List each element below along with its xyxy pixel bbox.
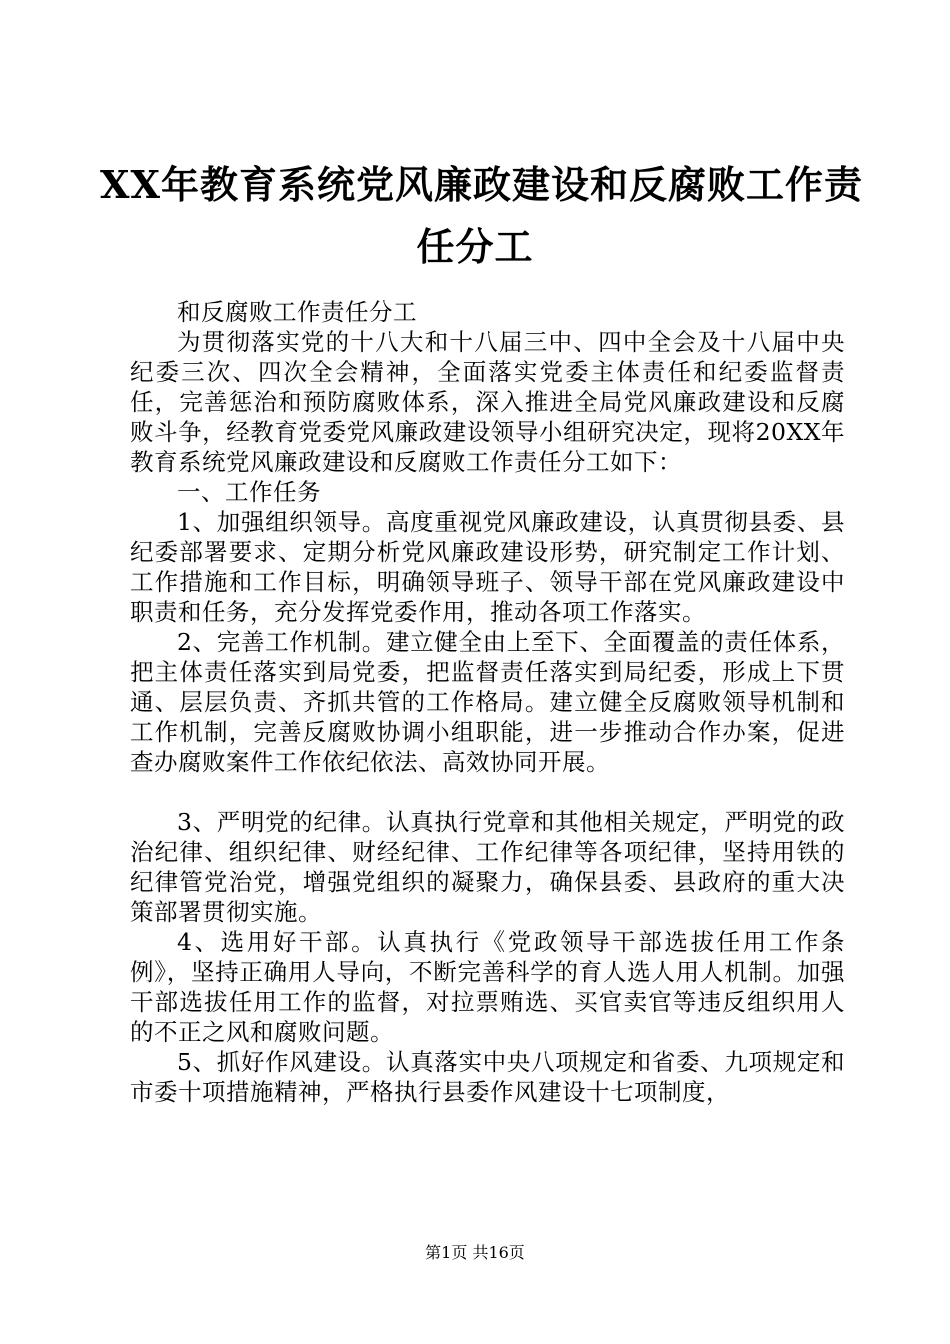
paragraph-task-2: 2、完善工作机制。建立健全由上至下、全面覆盖的责任体系，把主体责任落实到局党委，把监督责任落实到局纪委，形成上下贯通、层层负责、齐抓共管的工作格局。建立健全反腐败领导机制和工作机制，完善反腐败协调小组职能，进一步推动合作办案，促进查办腐败案件工作依纪依法、高效协同开展。: [130, 628, 845, 776]
paragraph-subtitle: 和反腐败工作责任分工: [177, 298, 417, 326]
paragraph-intro: 为贯彻落实党的十八大和十八届三中、四中全会及十八届中央纪委三次、四次全会精神，全面落实党委主体责任和纪委监督责任，完善惩治和预防腐败体系，深入推进全局党风廉政建设和反腐败斗争，经教育党委党风廉政建设领导小组研究决定，现将20XX年教育系统党风廉政建设和反腐败工作责任分工如下：: [130, 328, 845, 476]
paragraph-task-1: 1、加强组织领导。高度重视党风廉政建设，认真贯彻县委、县纪委部署要求、定期分析党风廉政建设形势，研究制定工作计划、工作措施和工作目标，明确领导班子、领导干部在党风廉政建设中职责和任务，充分发挥党委作用，推动各项工作落实。: [130, 508, 845, 626]
page-footer: 第1页 共16页: [425, 1243, 525, 1262]
document-body: [130, 297, 845, 1107]
paragraph-task-5: 5、抓好作风建设。认真落实中央八项规定和省委、九项规定和市委十项措施精神，严格执行县委作风建设十七项制度，: [130, 1048, 845, 1106]
paragraph-task-4: 4、选用好干部。认真执行《党政领导干部选拔任用工作条例》，坚持正确用人导向，不断完善科学的育人选人用人机制。加强干部选拔任用工作的监督，对拉票贿选、买官卖官等违反组织用人的不正之风和腐败问题。: [130, 928, 845, 1046]
document-title-line-1: XX年教育系统党风廉政建设和反腐败工作责: [100, 162, 863, 207]
paragraph-task-3: 3、严明党的纪律。认真执行党章和其他相关规定，严明党的政治纪律、组织纪律、财经纪律、工作纪律等各项纪律，坚持用铁的纪律管党治党，增强党组织的凝聚力，确保县委、县政府的重大决策部署贯彻实施。: [130, 808, 845, 926]
section-heading-tasks: 一、工作任务: [177, 478, 321, 506]
document-title-line-2: 任分工: [416, 224, 534, 269]
